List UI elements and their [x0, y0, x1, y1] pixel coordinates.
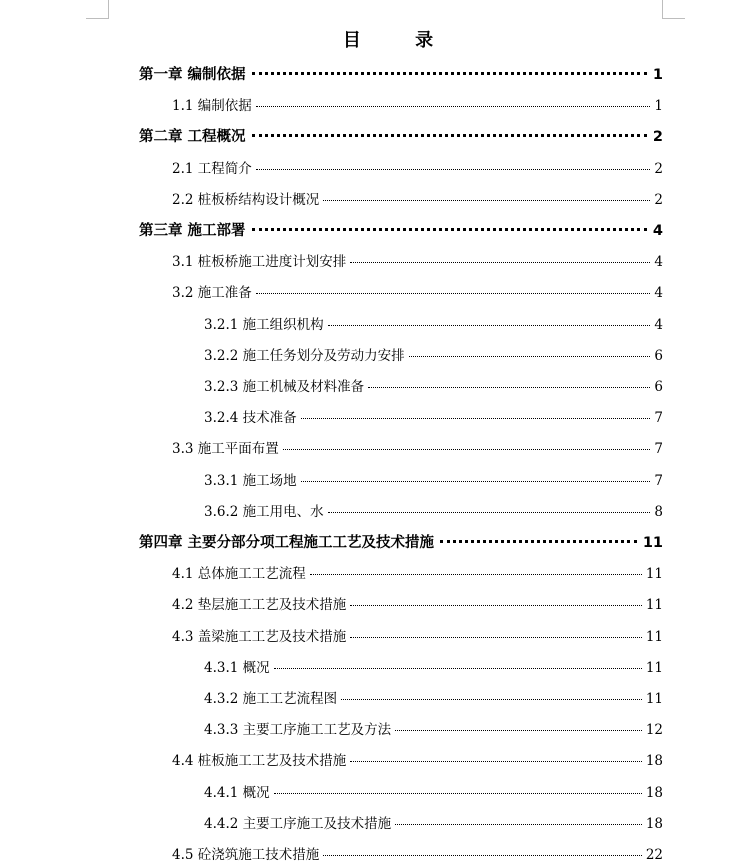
toc-dot-leader — [350, 761, 642, 762]
toc-entry-page-number: 4 — [654, 316, 663, 333]
toc-dot-leader — [350, 605, 642, 606]
toc-entry-page-number: 4 — [654, 285, 663, 302]
toc-entry[interactable] — [204, 406, 663, 430]
toc-dot-leader — [283, 449, 651, 450]
toc-entry-page-number: 6 — [654, 379, 663, 395]
toc-entry[interactable] — [204, 344, 663, 368]
toc-entry[interactable] — [204, 687, 663, 711]
toc-dot-leader — [252, 72, 647, 75]
crop-mark-top-right — [662, 0, 685, 19]
toc-entry[interactable] — [139, 531, 663, 555]
toc-entry[interactable] — [172, 749, 663, 773]
toc-dot-leader — [252, 134, 647, 137]
toc-dot-leader — [301, 481, 651, 482]
toc-dot-leader — [323, 855, 642, 856]
toc-entry-page-number: 11 — [645, 691, 663, 707]
toc-entry[interactable] — [172, 188, 663, 212]
toc-entry-label: 第四章 主要分部分项工程施工工艺及技术措施 — [139, 535, 435, 551]
toc-entry[interactable] — [172, 562, 663, 586]
toc-entry-page-number: 11 — [645, 597, 663, 614]
toc-entry[interactable] — [139, 219, 663, 243]
toc-entry[interactable] — [204, 656, 663, 680]
toc-entry-label: 4.3.3 主要工序施工工艺及方法 — [204, 722, 392, 739]
toc-dot-leader — [395, 730, 642, 731]
toc-dot-leader — [350, 637, 642, 638]
toc-entry-page-number: 2 — [652, 129, 663, 146]
toc-entry[interactable] — [172, 250, 663, 274]
toc-entry-page-number: 7 — [654, 472, 663, 489]
toc-entry-label: 3.3.1 施工场地 — [204, 472, 297, 489]
toc-entry-label: 4.4.2 主要工序施工及技术措施 — [204, 815, 392, 832]
toc-dot-leader — [274, 793, 642, 794]
toc-dot-leader — [341, 699, 642, 700]
toc-entry-label: 4.4.1 概况 — [204, 784, 270, 801]
toc-entry[interactable] — [204, 718, 663, 742]
toc-entry-label: 4.3.1 概况 — [204, 659, 270, 676]
toc-entry-label: 4.3.2 施工工艺流程图 — [204, 691, 338, 707]
toc-entry[interactable] — [204, 500, 663, 524]
toc-dot-leader — [409, 356, 651, 357]
toc-entry-page-number: 1 — [654, 98, 663, 115]
toc-dot-leader — [323, 200, 650, 201]
toc-entry[interactable] — [204, 313, 663, 337]
toc-dot-leader — [301, 418, 651, 419]
toc-dot-leader — [440, 540, 637, 543]
toc-entry-label: 3.3 施工平面布置 — [172, 441, 279, 458]
toc-entry[interactable] — [204, 375, 663, 399]
toc-entry-label: 第二章 工程概况 — [139, 129, 246, 146]
toc-entry[interactable] — [139, 125, 663, 149]
toc-entry-page-number: 11 — [645, 566, 663, 583]
toc-entry-label: 4.1 总体施工工艺流程 — [172, 566, 306, 583]
toc-dot-leader — [328, 512, 651, 513]
toc-entry[interactable] — [172, 625, 663, 649]
toc-title: 目 录 — [342, 30, 458, 51]
toc-entry-page-number: 8 — [654, 503, 663, 520]
toc-entry-label: 3.2.3 施工机械及材料准备 — [204, 379, 365, 395]
toc-entry-label: 3.2.2 施工任务划分及劳动力安排 — [204, 347, 405, 364]
toc-entry-page-number: 7 — [654, 410, 663, 427]
toc-entry[interactable] — [172, 157, 663, 181]
toc-entry[interactable] — [172, 843, 663, 867]
toc-entry-page-number: 1 — [652, 67, 663, 83]
toc-dot-leader — [256, 293, 651, 294]
toc-dot-leader — [252, 228, 647, 231]
toc-entry-page-number: 18 — [645, 784, 663, 801]
toc-entry[interactable] — [172, 281, 663, 305]
toc-entry-label: 2.1 工程简介 — [172, 160, 252, 177]
toc-entry-label: 3.2 施工准备 — [172, 285, 252, 302]
toc-dot-leader — [310, 574, 642, 575]
toc-dot-leader — [274, 668, 642, 669]
toc-entry-label: 4.3 盖梁施工工艺及技术措施 — [172, 628, 347, 645]
toc-entry-label: 3.1 桩板桥施工进度计划安排 — [172, 254, 347, 271]
toc-entry-page-number: 18 — [645, 815, 663, 832]
toc-entry-page-number: 6 — [654, 347, 663, 364]
toc-dot-leader — [328, 325, 651, 326]
toc-entry-page-number: 2 — [654, 191, 663, 208]
toc-entry-label: 第三章 施工部署 — [139, 223, 246, 239]
toc-entry[interactable] — [172, 593, 663, 617]
toc-entry[interactable] — [204, 781, 663, 805]
toc-entry[interactable] — [172, 94, 663, 118]
toc-entry[interactable] — [172, 437, 663, 461]
toc-dot-leader — [350, 262, 650, 263]
toc-entry-label: 4.4 桩板施工工艺及技术措施 — [172, 753, 347, 770]
toc-entry-label: 1.1 编制依据 — [172, 98, 252, 115]
toc-entry-page-number: 11 — [645, 628, 663, 645]
toc-entry-label: 3.2.4 技术准备 — [204, 410, 297, 427]
toc-entry[interactable] — [204, 812, 663, 836]
toc-entry-label: 3.6.2 施工用电、水 — [204, 503, 324, 520]
toc-entry-page-number: 11 — [642, 535, 663, 551]
toc-entry-page-number: 12 — [645, 722, 663, 739]
toc-entry-page-number: 18 — [645, 753, 663, 770]
toc-entry[interactable] — [139, 63, 663, 87]
toc-entry-page-number: 4 — [654, 254, 663, 271]
toc-entry-label: 4.5 砼浇筑施工技术措施 — [172, 847, 320, 863]
toc-entry-page-number: 11 — [645, 659, 663, 676]
toc-entry-label: 4.2 垫层施工工艺及技术措施 — [172, 597, 347, 614]
toc-entry[interactable] — [204, 469, 663, 493]
toc-dot-leader — [395, 824, 642, 825]
toc-entry-page-number: 22 — [645, 847, 663, 863]
toc-entry-page-number: 2 — [654, 160, 663, 177]
toc-entry-page-number: 7 — [654, 441, 663, 458]
toc-entry-label: 3.2.1 施工组织机构 — [204, 316, 324, 333]
toc-dot-leader — [256, 169, 651, 170]
toc-dot-leader — [368, 387, 650, 388]
crop-mark-top-left — [86, 0, 109, 19]
toc-dot-leader — [256, 106, 651, 107]
toc-entry-page-number: 4 — [652, 223, 663, 239]
toc-entry-label: 2.2 桩板桥结构设计概况 — [172, 191, 320, 208]
toc-entry-label: 第一章 编制依据 — [139, 67, 246, 83]
